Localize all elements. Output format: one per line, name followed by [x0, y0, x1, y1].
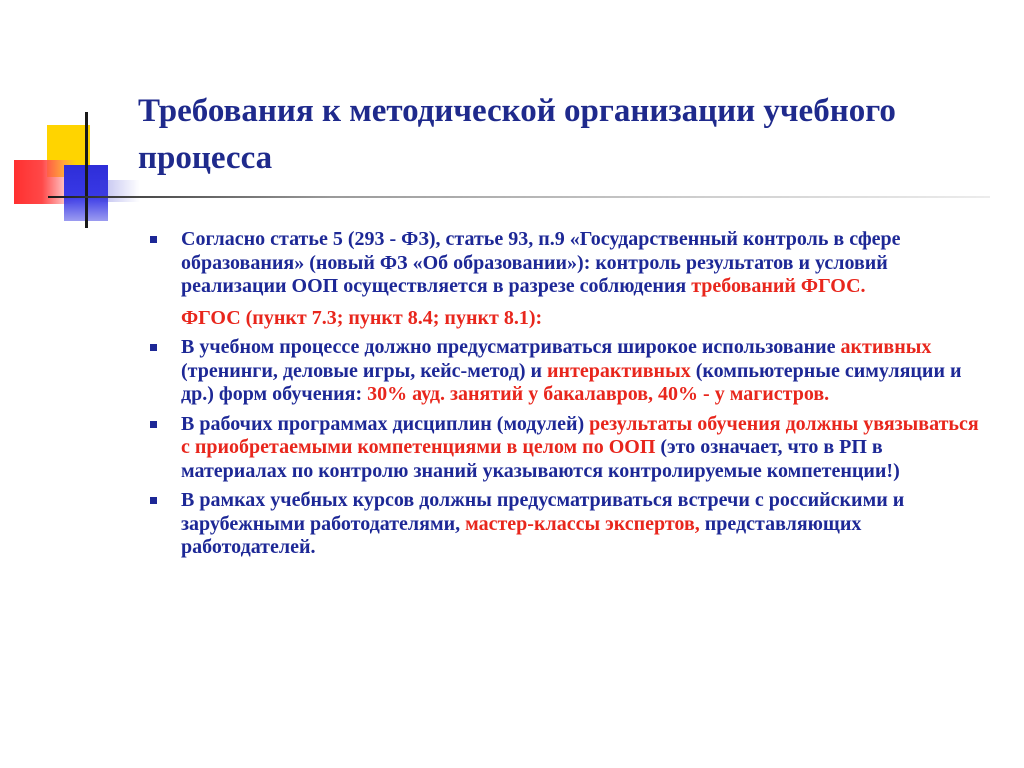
bullet-item-3	[150, 413, 990, 484]
accent-text-4b: мастер-классы экспертов,	[465, 512, 700, 535]
bullet-text-1a: Согласно статье 5 (293 - ФЗ), статье 93, п.9 «Государственный контроль в сфере образования» (новый ФЗ «Об образовании»): контроль результатов и условий реализации ООП осуществляется в разрезе соблюдения	[181, 228, 901, 297]
bullet-text-4a: В рамках учебных курсов должны предусматриваться встречи с российскими и зарубежными работодателями,	[181, 489, 905, 535]
bullet-item-1	[150, 228, 990, 299]
square-bullet-icon	[150, 497, 157, 504]
decorative-vertical-line	[85, 112, 88, 228]
accent-text-3b: результаты обучения должны увязываться с приобретаемыми компетенциями в целом по ООП	[181, 412, 979, 458]
accent-text-1b: требований ФГОС.	[691, 275, 866, 297]
bullet-item-4	[150, 489, 990, 560]
bullet-text-2c: (тренинги, деловые игры, кейс-метод) и	[181, 359, 548, 382]
fgos-points-line: ФГОС (пункт 7.3; пункт 8.4; пункт 8.1):	[181, 306, 543, 329]
bullet-text-2a: В учебном процессе должно предусматриваться широкое использование	[181, 336, 841, 358]
bullet-text-2e: (компьютерные симуляции и др.) форм обучения:	[181, 359, 962, 405]
bullet-text-4c: представляющих работодателей.	[181, 512, 862, 558]
accent-text-2d: интерактивных	[547, 359, 691, 382]
accent-text-2f: 30% ауд. занятий у бакалавров, 40% - у магистров.	[367, 383, 830, 405]
bullet-text-3c: (это означает, что в РП в материалах по контролю знаний указываются контролируемые компетенции!)	[181, 436, 900, 482]
title-underline-rule	[48, 196, 990, 198]
bullet-list	[150, 228, 990, 566]
square-bullet-icon	[150, 421, 157, 428]
accent-text-2b: активных	[840, 336, 932, 358]
square-bullet-icon	[150, 236, 157, 243]
slide-title: Требования к методической организации учебного процесса	[138, 93, 896, 176]
square-bullet-icon	[150, 344, 157, 351]
bullet-item-2	[150, 336, 990, 407]
decorative-blue-fade	[100, 180, 140, 202]
bullet-text-3a: В рабочих программах дисциплин (модулей)	[181, 412, 590, 435]
